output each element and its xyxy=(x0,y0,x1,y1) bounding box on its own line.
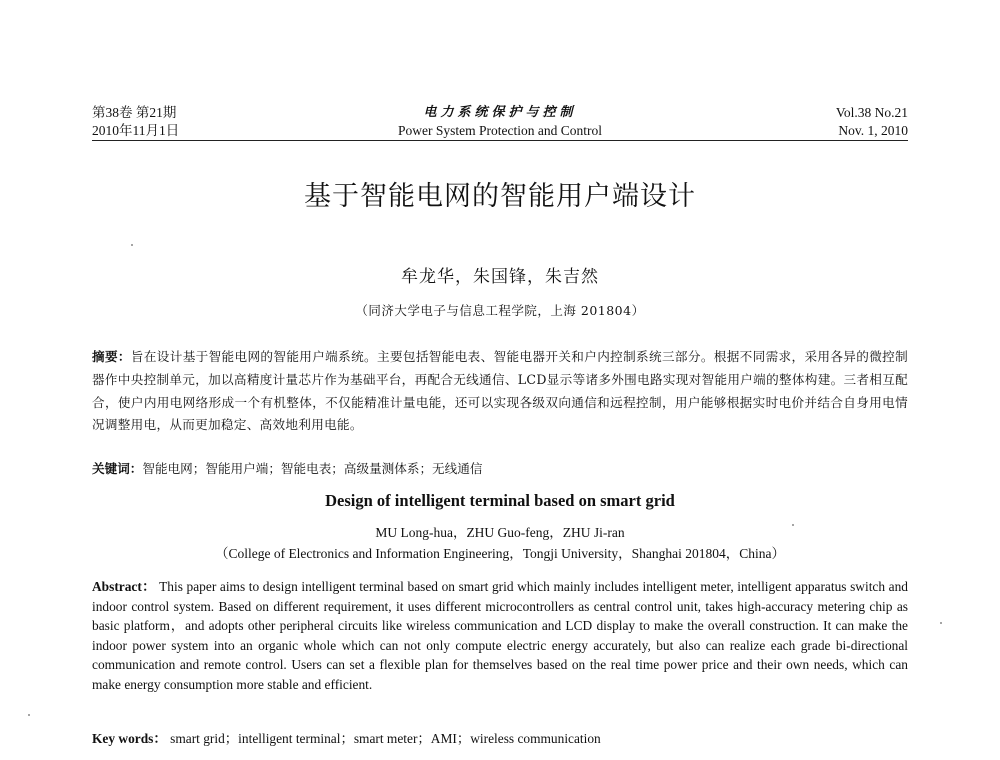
keywords-cn-text: 智能电网；智能用户端；智能电表；高级量测体系；无线通信 xyxy=(142,461,483,476)
keywords-en xyxy=(92,730,908,748)
keywords-en-text: smart grid；intelligent terminal；smart meter；AMI；wireless communication xyxy=(170,731,601,746)
paper-title-en: Design of intelligent terminal based on smart grid xyxy=(325,491,675,510)
affiliation-cn: （同济大学电子与信息工程学院，上海 201804） xyxy=(355,303,645,318)
journal-name-en: Power System Protection and Control xyxy=(398,123,602,138)
abstract-cn-text: 旨在设计基于智能电网的智能用户端系统。主要包括智能电表、智能电器开关和户内控制系统三部分。根据不同需求，采用各异的微控制器作中央控制单元，加以高精度计量芯片作为基础平台，再配合无线通信、LCD显示等诸多外围电路实现对智能用户端的整体构建。三者相互配合，使户内用电网络形成一个有机整体，不仅能精准计量电能，还可以实现各级双向通信和远程控制，用户能够根据实时电价并结合自身用电情况调整用电，从而更加稳定、高效地利用电能。 xyxy=(92,349,909,433)
header-journal xyxy=(92,104,908,140)
authors-en: MU Long-hua，ZHU Guo-feng，ZHU Ji-ran xyxy=(375,525,625,540)
volume-en: Vol.38 No.21 xyxy=(835,105,908,120)
abstract-en-text: This paper aims to design intelligent terminal based on smart grid which mainly includes intelligent meter, intelligent apparatus switch and indoor control system. Based on different requirement, it uses different microcontrollers as central control unit, takes high-accuracy metering chip as basic platform，and adopts other peripheral circuits like wireless communication and LCD display to make the overall construction. It can make the indoor power system into an organic whole which can not only compute electric energy accurately, but also can realize each grade bi-directional communication and remote control. Users can set a flexible plan for themselves based on the real time power price and their own needs, which can make energy consumption more stable and efficient. xyxy=(92,579,909,692)
running-header xyxy=(92,104,908,141)
keywords-cn xyxy=(92,460,908,478)
date-cn: 2010年11月1日 xyxy=(92,123,180,138)
header-volume-info xyxy=(836,104,908,140)
abstract-en-label: Abstract： xyxy=(92,579,156,594)
abstract-cn-label: 摘要： xyxy=(92,349,131,364)
scan-speck xyxy=(940,622,942,624)
scan-speck xyxy=(131,244,133,246)
volume-cn: 第38卷 第21期 xyxy=(92,105,177,120)
date-en: Nov. 1, 2010 xyxy=(838,123,908,138)
scan-speck xyxy=(28,714,30,716)
keywords-cn-label: 关键词： xyxy=(92,461,143,476)
paper-title-cn: 基于智能电网的智能用户端设计 xyxy=(304,181,696,212)
scan-speck xyxy=(792,524,794,526)
abstract-en xyxy=(92,577,908,695)
authors-cn: 牟龙华，朱国锋，朱吉然 xyxy=(401,267,599,287)
journal-name-cn: 电力系统保护与控制 xyxy=(423,105,577,120)
keywords-en-label: Key words： xyxy=(92,731,167,746)
affiliation-en: （College of Electronics and Information Engineering，Tongji University，Shanghai 201804，China） xyxy=(214,546,786,561)
abstract-cn xyxy=(92,346,908,437)
